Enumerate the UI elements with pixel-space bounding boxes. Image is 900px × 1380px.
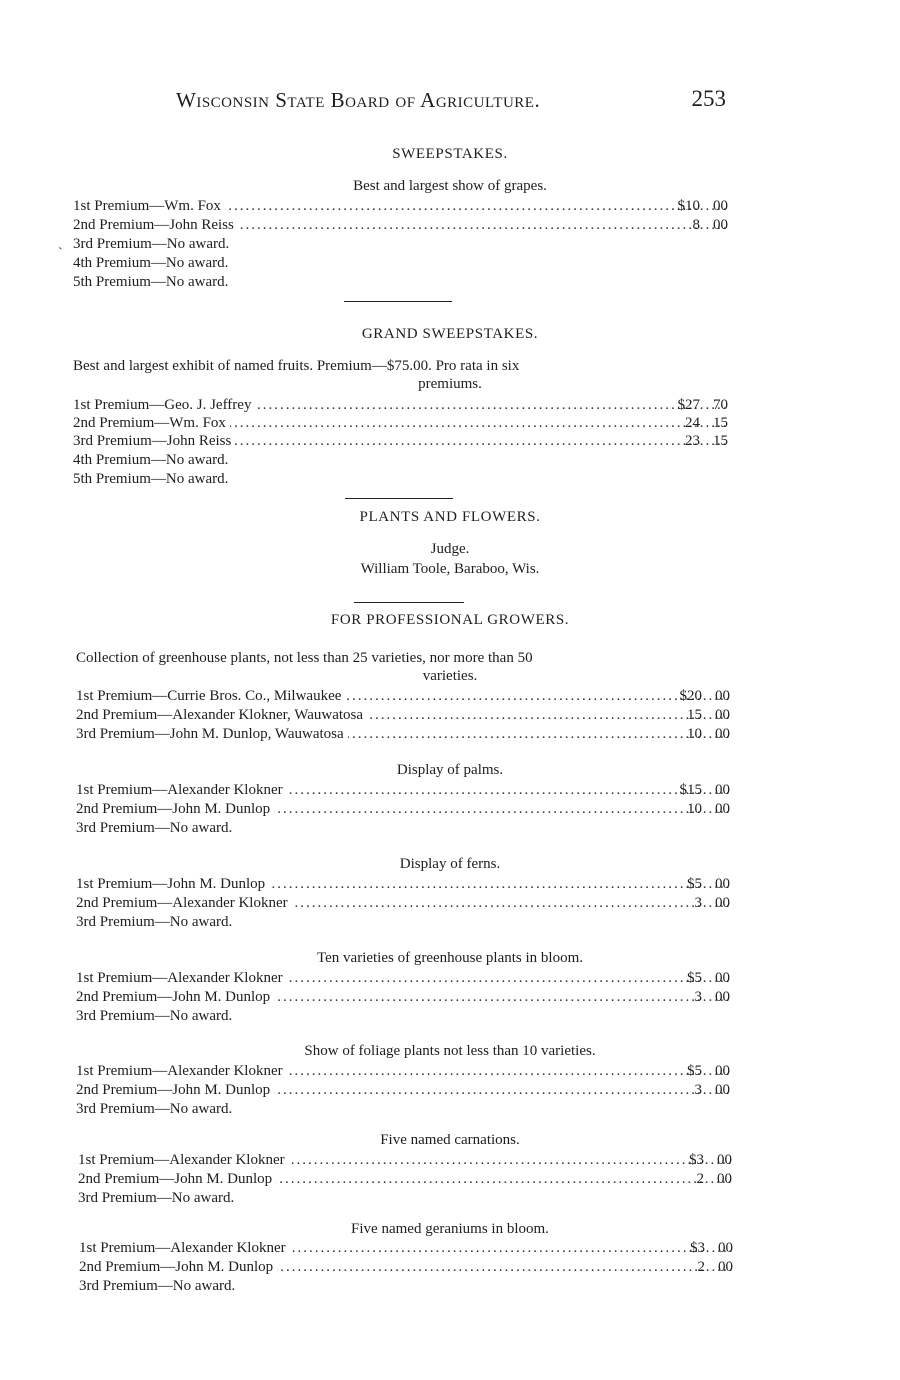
judge-label: Judge. <box>430 541 470 557</box>
premium-row: ..... 1st Premium—Alexander Klokner $3 00 <box>79 1240 733 1259</box>
page-number: 253 <box>691 86 726 111</box>
premium-row: ..... 2nd Premium—John M. Dunlop 3 00 <box>76 989 730 1008</box>
premium-row: ..... 1st Premium—Alexander Klokner $5 00 <box>76 1063 730 1082</box>
premium-row: 4th Premium—No award. <box>73 452 728 471</box>
category-title-continued: varieties. <box>422 668 478 684</box>
premium-row: 3rd Premium—No award. <box>73 236 728 255</box>
judge-name: William Toole, Baraboo, Wis. <box>360 561 540 577</box>
premium-row: 5th Premium—No award. <box>73 471 728 490</box>
premium-row: ..... 2nd Premium—John M. Dunlop 3 00 <box>76 1082 730 1101</box>
premium-row: ..... 1st Premium—Alexander Klokner $3 00 <box>78 1152 732 1171</box>
premium-row: ..... 2nd Premium—John Reiss 8 00 <box>73 217 728 236</box>
premium-row: 3rd Premium—No award. <box>76 820 730 839</box>
section-divider <box>345 498 453 499</box>
premium-row: ..... 2nd Premium—John M. Dunlop 2 00 <box>79 1259 733 1278</box>
running-head <box>176 88 726 120</box>
section-heading-grand-sweepstakes: GRAND SWEEPSTAKES. <box>361 326 539 342</box>
intro-text-continued: premiums. <box>418 376 482 392</box>
premium-row: ..... 2nd Premium—John M. Dunlop 2 00 <box>78 1171 732 1190</box>
running-title: Wisconsin State Board of Agriculture. <box>176 88 541 112</box>
premium-row: ..... 1st Premium—Wm. Fox $10 00 <box>73 198 728 217</box>
category-title: Collection of greenhouse plants, not less than 25 varieties, nor more than 50 <box>76 650 533 666</box>
premium-row: ..... 1st Premium—John M. Dunlop $5 00 <box>76 876 730 895</box>
category-title: Best and largest show of grapes. <box>353 178 547 194</box>
premium-row: ..... 1st Premium—Alexander Klokner $5 00 <box>76 970 730 989</box>
category-title: Show of foliage plants not less than 10 varieties. <box>304 1043 596 1059</box>
category-title: Ten varieties of greenhouse plants in bloom. <box>317 950 583 966</box>
premium-row: ..... 2nd Premium—Alexander Klokner, Wauwatosa 15 00 <box>76 707 730 726</box>
premium-row: 3rd Premium—No award. <box>78 1190 732 1209</box>
premium-row: 4th Premium—No award. <box>73 255 728 274</box>
premium-row: ..... 1st Premium—Currie Bros. Co., Milwaukee $20 00 <box>76 688 730 707</box>
category-title: Five named carnations. <box>380 1132 520 1148</box>
section-heading-plants-and-flowers: PLANTS AND FLOWERS. <box>359 509 541 525</box>
stray-mark: ˴ <box>58 240 63 255</box>
premium-row: 3rd Premium—No award. <box>79 1278 733 1297</box>
premium-row: 5th Premium—No award. <box>73 274 728 293</box>
section-heading-sweepstakes: SWEEPSTAKES. <box>392 146 508 162</box>
premium-row: ..... 2nd Premium—John M. Dunlop 10 00 <box>76 801 730 820</box>
intro-text: Best and largest exhibit of named fruits. Premium—$75.00. Pro rata in six <box>73 358 520 374</box>
section-divider <box>354 602 464 603</box>
premium-row: ..... 1st Premium—Alexander Klokner $15 00 <box>76 782 730 801</box>
category-title: Display of palms. <box>396 762 504 778</box>
premium-row: ..... 3rd Premium—John Reiss 23 15 <box>73 433 728 452</box>
premium-row: 3rd Premium—No award. <box>76 914 730 933</box>
premium-row: ..... 2nd Premium—Alexander Klokner 3 00 <box>76 895 730 914</box>
category-title: Five named geraniums in bloom. <box>351 1221 549 1237</box>
premium-row: ..... 2nd Premium—Wm. Fox 24 15 <box>73 415 728 434</box>
premium-row: ..... 1st Premium—Geo. J. Jeffrey $27 70 <box>73 397 728 416</box>
category-title: Display of ferns. <box>399 856 501 872</box>
premium-row: ..... 3rd Premium—John M. Dunlop, Wauwatosa 10 00 <box>76 726 730 745</box>
section-divider <box>344 301 452 302</box>
premium-row: 3rd Premium—No award. <box>76 1008 730 1027</box>
section-heading-professional-growers: FOR PROFESSIONAL GROWERS. <box>330 612 570 628</box>
premium-row: 3rd Premium—No award. <box>76 1101 730 1120</box>
